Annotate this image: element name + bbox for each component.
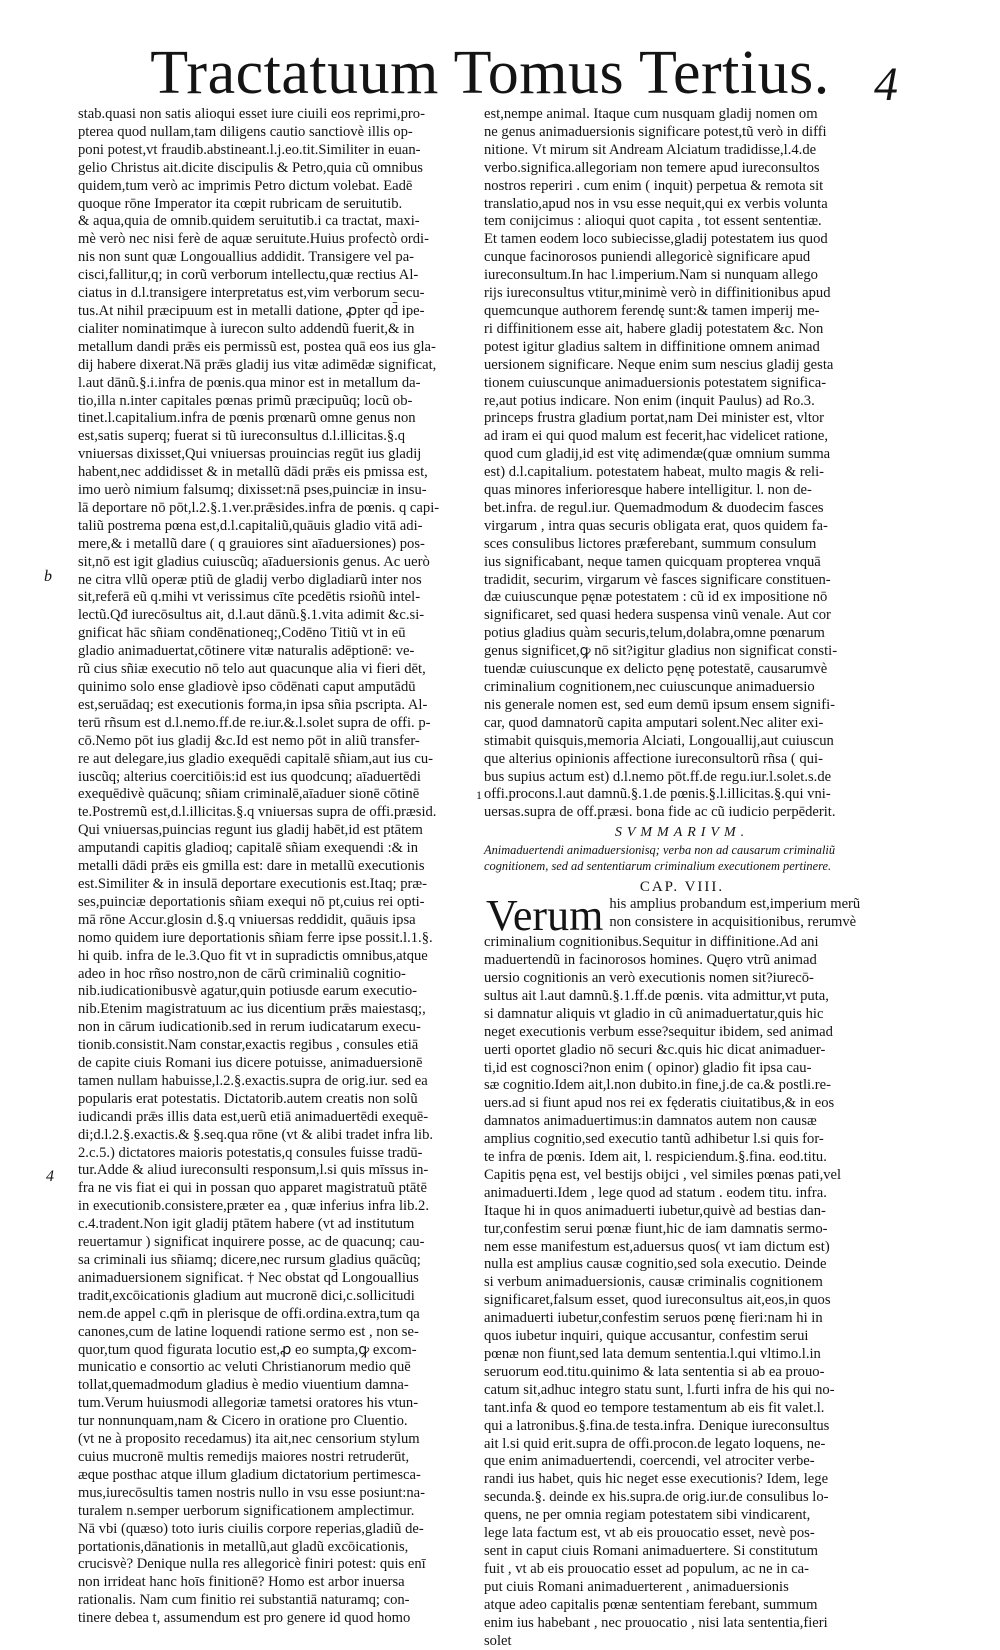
- text-line: taliũ postrema pœna est,d.l.capitaliũ,quāuis gladio vitā adi-: [78, 518, 468, 536]
- text-line: rũ cius sñiæ executio nō telo aut quacunque alia vi fieri dēt,: [78, 661, 468, 679]
- text-line: habent,nec addidisset & in metallũ dādi prǣs eis pmissa est,: [78, 464, 468, 482]
- text-line: æque posthac atque illum gladium dictatorium pertimesca-: [78, 1467, 468, 1485]
- text-line: quor,tum quod figurata locutio est,ꝓ eo sumpta,ꝙ excom-: [78, 1342, 468, 1360]
- text-line: di;d.l.2.§.exactis.& §.seq.qua rōne (vt & alibi tradet infra lib.: [78, 1127, 468, 1145]
- text-line: atque adeo capitalis pœnæ sententiam ferebant, summum: [484, 1597, 880, 1615]
- text-line: turalem n.semper uerborum significationem amplectimur.: [78, 1503, 468, 1521]
- text-line: neget executionis verbum esse?sequitur ibidem, sed animad: [484, 1024, 880, 1042]
- text-line: c.4.tradent.Non igit gladij ptātem habere (vt ad institutum: [78, 1216, 468, 1234]
- text-line: ne citra vllũ operæ ptiũ de gladij verbo digladiarũ inter nos: [78, 572, 468, 590]
- text-line: qui a latronibus.§.fina.de testa.infra. Denique iureconsultus: [484, 1418, 880, 1436]
- text-line: lege lata factum est, vt ab eis prouocatio esset, nevè pos-: [484, 1525, 880, 1543]
- text-line: virgarum , intra quas securis obligata erat, quos quidem fa-: [484, 518, 880, 536]
- text-line: ait l.si quid erit.supra de offi.procon.de legato loquens, ne-: [484, 1436, 880, 1454]
- text-line: damnatos animaduertimus:in damnatos autem non causæ: [484, 1113, 880, 1131]
- text-line: est) d.l.capitalium. potestatem habeat, multo magis & reli-: [484, 464, 880, 482]
- text-line: Qui vniuersas,puincias regunt ius gladij habēt,id est ptātem: [78, 822, 468, 840]
- text-line: dæ cuiuscunque pęnæ potestatem : cũ id ex impositione nō: [484, 589, 880, 607]
- text-line: translatio,apud nos in vsu esse nequit,qui ex verbis volunta: [484, 196, 880, 214]
- text-line: uersionem significare. Neque enim sum nescius gladij gesta: [484, 357, 880, 375]
- text-line: potius gladius quàm securis,telum,dolabra,omne pœnarum: [484, 625, 880, 643]
- text-line: cisci,fallitur,q; in corũ verborum intellectu,quæ rectius Al-: [78, 267, 468, 285]
- text-line: canones,cum de latine loquendi ratione sermo est , non se-: [78, 1324, 468, 1342]
- right-column-text-bottom: [484, 934, 880, 1650]
- text-line: quinimo solo ense gladiovè ipso cōdēnati caput amputādū: [78, 679, 468, 697]
- text-line: nib.Etenim magistratuum ac ius dicentium prǣs maiestasq;,: [78, 1001, 468, 1019]
- text-line: enim ius habebant , nec prouocatio , nisi lata sententia,fieri: [484, 1615, 880, 1633]
- text-line: mus,iurecōsultis tamen nostris nullo in vsu esse posiunt:na-: [78, 1485, 468, 1503]
- text-line: rijs iureconsultus vtitur,minimè verò in diffinitionibus apud: [484, 285, 880, 303]
- text-line: ne genus animaduersionis significare potest,tũ verò in diffi: [484, 124, 880, 142]
- text-line: pœnæ non fiunt,sed lata demum sententia.l.qui vltimo.l.in: [484, 1346, 880, 1364]
- text-line: gnificat hāc sñiam condēnationeq;,Codēno Titiũ vt in eū: [78, 625, 468, 643]
- text-line: nis non sunt quæ Longouallius addidit. Transigere vel pa-: [78, 249, 468, 267]
- initial-word: Verum: [486, 898, 603, 934]
- text-line: & aqua,quia de omnib.quidem seruitutib.i ca tractat, maxi-: [78, 213, 468, 231]
- text-line: tamen nullam habuisse,l.2.§.exactis.supra de orig.iur. sed ea: [78, 1073, 468, 1091]
- text-line: (vt ne à proposito recedamus) ita ait,nec censorium stylum: [78, 1431, 468, 1449]
- text-line: non consistere in acquisitionibus, rerumvè: [484, 914, 880, 932]
- text-line: princeps frustra gladium portat,nam Dei minister est, vltor: [484, 410, 880, 428]
- text-line: nem esse manifestum est,aduersus quos( vt iam dictum est): [484, 1239, 880, 1257]
- text-line: fuit , vt ab eis prouocatio esset ad populum, ac ne in ca-: [484, 1561, 880, 1579]
- text-line: si verbum animaduersionis, causæ criminalis cognitionem: [484, 1274, 880, 1292]
- text-line: est,nempe animal. Itaque cum nusquam gladij nomen om: [484, 106, 880, 124]
- text-line: uersio cognitionis an verò executionis nomen sit?iurecō-: [484, 970, 880, 988]
- text-line: randi ius habet, quis hic neget esse executionis? Idem, lege: [484, 1471, 880, 1489]
- text-line: criminalium cognitionem,nec cuiuscunque animaduersio: [484, 679, 880, 697]
- text-line: portationis,dānationis in metallũ,aut gladũ excōicationis,: [78, 1539, 468, 1557]
- text-line: nulla est amplius causæ cognitio,sed sola executio. Deinde: [484, 1256, 880, 1274]
- text-line: quens, ne per omnia regiam potestatem sibi vindicarent,: [484, 1507, 880, 1525]
- text-line: bet.infra. de regul.iur. Quemadmodum & duodecim fasces: [484, 500, 880, 518]
- text-line: tinet.l.capitalium.infra de pœnis prœnarũ omne genus non: [78, 410, 468, 428]
- text-line: maduertendũ in facinorosos homines. Quęro vtrũ animad: [484, 952, 880, 970]
- text-line: nostros reperiri . cum enim ( inquit) perpetua & remota sit: [484, 178, 880, 196]
- text-line: mere,& i metallũ dare ( q grauiores sint aīaduersiones) pos-: [78, 536, 468, 554]
- text-line: ri diffinitionem esse ait, habere gladij potestatem &c. Non: [484, 321, 880, 339]
- text-line: significaret,falsum esset, quod iureconsultus ait,eos,in quos: [484, 1292, 880, 1310]
- text-line: tuendæ cuiuscunque ex delicto pęnę potestatē, causarumvè: [484, 661, 880, 679]
- text-line: mā rōne Accur.glosin d.§.q vniuersas reddidit, quāuis ipsa: [78, 912, 468, 930]
- text-line: ciatus in d.l.transigere interpretatus est,vim verborum secu-: [78, 285, 468, 303]
- right-text-column: [484, 106, 880, 1548]
- text-line: nib.iudicationibusvè agatur,quin potiusde earum executio-: [78, 983, 468, 1001]
- text-line: animaduerti iubetur,confestim seruos pœnę fieri:nam hi in: [484, 1310, 880, 1328]
- text-line: reuertamur ) significat inquirere posse, ac de quacunq; cau-: [78, 1234, 468, 1252]
- text-line: est,satis superq; fuerat si tũ iureconsultus d.l.illicitas.§.q: [78, 428, 468, 446]
- text-line: dij habere dixerat.Nā prǣs gladij ius vitæ adimēdæ significat,: [78, 357, 468, 375]
- text-line: terū rñsum est d.l.nemo.ff.de re.iur.&.l.solet supra de offi. p-: [78, 715, 468, 733]
- text-line: si damnatur aliquis vt gladio in cũ animaduertatur,quis hic: [484, 1006, 880, 1024]
- text-line: est,seruādaq; est executionis forma,in ipsa sñia pscripta. Al-: [78, 697, 468, 715]
- text-line: sces consulibus lictores præferebant, summum consulum: [484, 536, 880, 554]
- text-line: 2.c.5.) dictatores maioris potestatis,q consules fuisse tradū-: [78, 1145, 468, 1163]
- text-line: verbo.significa.allegoriam non temere apud iureconsultos: [484, 160, 880, 178]
- marginal-note-1: 1: [476, 786, 482, 804]
- text-line: car, quod damnatorũ capita amputari solent.Nec aliter exi-: [484, 715, 880, 733]
- text-line: poni potest,vt fraudib.abstineant.l.j.eo.tit.Similiter in euan-: [78, 142, 468, 160]
- text-line: solet: [484, 1633, 880, 1650]
- text-line: cialiter nominatimque à iurecon sulto addendũ fuerit,& in: [78, 321, 468, 339]
- text-line: tradit,excōicationis gladium aut mucronē dici,c.sollicitudi: [78, 1288, 468, 1306]
- text-line: est.Similiter & in insulā deportare executionis est.Itaq; præ-: [78, 876, 468, 894]
- text-line: ius significabant, neque tamen quicquam propterea vnquā: [484, 554, 880, 572]
- left-text-column: [78, 106, 468, 1546]
- summarium-line: Animaduertendi animaduersionisq; verba non ad causarum criminaliũ: [484, 842, 880, 858]
- text-line: stab.quasi non satis alioqui esset iure ciuili eos reprimi,pro-: [78, 106, 468, 124]
- text-line: quoque rōne Imperator ita cœpit rubricam de seruitutib.: [78, 196, 468, 214]
- text-line: sultus ait l.aut damnũ.§.1.ff.de pœnis. vita admittur,vt puta,: [484, 988, 880, 1006]
- text-line: criminalium cognitionibus.Sequitur in diffinitione.Ad ani: [484, 934, 880, 952]
- text-line: nitione. Vt mirum sit Andream Alciatum tradidisse,l.4.de: [484, 142, 880, 160]
- text-line: re,aut potius indicare. Non enim (inquit Paulus) ad Ro.3.: [484, 393, 880, 411]
- text-line: exequēdivè quācunq; sñiam criminalē,aīaduer sionē cōtinē: [78, 786, 468, 804]
- text-line: put ciuis Romani animaduerterent , animaduersionis: [484, 1579, 880, 1597]
- summarium-heading: SVMMARIVM.: [484, 824, 880, 842]
- text-line: quod cum gladij,id est vitę adimendæ(quæ omnium summa: [484, 446, 880, 464]
- text-line: fra ne vis fiat ei qui in possan quo apparet magistratuũ ptātē: [78, 1180, 468, 1198]
- text-line: quas minores inferioresque habere intelligitur. l. non de-: [484, 482, 880, 500]
- text-line: non irrideat hanc hoīs finitionē? Homo est arbor inuersa: [78, 1574, 468, 1592]
- text-line: vniuersas dixisset,Qui vniuersas prouincias regūt ius gladij: [78, 446, 468, 464]
- text-line: stimabit quisquis,memoria Alciati, Longouallij,aut cuiuscun: [484, 733, 880, 751]
- text-line: tum.Verum huiusmodi allegoriæ tametsi oratores his vtun-: [78, 1395, 468, 1413]
- text-line: iureconsultum.In hac l.imperium.Nam si nunquam allego: [484, 267, 880, 285]
- text-line: quidem,tum verò ac imprimis Petro dictum volebat. Eadē: [78, 178, 468, 196]
- text-line: sit,referā eũ q.mihi vt verissimus cīte pcedētis rsioñũ intel-: [78, 589, 468, 607]
- text-line: adeo in hoc rñso nostro,non de cārũ criminaliũ cognitio-: [78, 966, 468, 984]
- text-line: pterea quod nullam,tam diligens cautio sanctiovè illis op-: [78, 124, 468, 142]
- text-line: sit,nō est igit gladius cuiuscũq; aīaduersionis genus. Ac uerò: [78, 554, 468, 572]
- text-line: tem conijcimus : alioqui quot capita , tot essent sententiæ.: [484, 213, 880, 231]
- text-line: tus.At nihil præcipuum est in metalli datione, ꝓpter qd̄ ipe-: [78, 303, 468, 321]
- text-line: cunque facinorosos puniendi allegoricè significare apud: [484, 249, 880, 267]
- text-line: metalli dādi prǣs eis gmilla est: dare in metallũ executionis: [78, 858, 468, 876]
- marginal-note-4: 4: [46, 1168, 54, 1186]
- text-line: re aut delegare,ius gladio exequēdi capitalē sñiam,aut ius cu-: [78, 751, 468, 769]
- text-line: quemcunque authorem ferendę sunt:& tamen imperij me-: [484, 303, 880, 321]
- text-line: tio,illa n.inter capitales pœnas primũ præcipuũq; locũ ob-: [78, 393, 468, 411]
- chapter-opening: [484, 896, 880, 932]
- page-number: 4: [856, 58, 916, 112]
- text-line: nem.de appel c.qm̄ in plerisque de offi.ordina.extra,tum qa: [78, 1306, 468, 1324]
- text-line: lā deportare nō pōt,l.2.§.1.ver.prǣsides.infra de pœnis. q capi-: [78, 500, 468, 518]
- text-line: offi.procons.l.aut damnũ.§.1.de pœnis.§.l.illicitas.§.qui vni-: [484, 786, 880, 804]
- chapter-heading: CAP. VIII.: [484, 878, 880, 896]
- text-line: sa criminali ius sñiamq; dicere,nec rursum gladius quācũq;: [78, 1252, 468, 1270]
- text-line: tur nonnunquam,nam & Cicero in oratione pro Cluentio.: [78, 1413, 468, 1431]
- text-line: nomo quidem iure deportationis sñiam ferre ipse possit.l.1.§.: [78, 930, 468, 948]
- text-line: ses,puinciæ deportationis sñiam exequi nō pt,cuius rei opti-: [78, 894, 468, 912]
- text-line: que enim animaduertendi, coercendi, vel atrociter verbe-: [484, 1453, 880, 1471]
- text-line: uersas.supra de off.præsi. bona fide ac cũ iudicio perpēderit.: [484, 804, 880, 822]
- text-line: nis generale nomen est, sed eum demū ipsum ensem signifi-: [484, 697, 880, 715]
- text-line: Nā vbi (quæso) toto iuris ciuilis corpore reperias,gladiũ de-: [78, 1521, 468, 1539]
- text-line: rationalis. Nam cum finitio rei substantiā naturamq; con-: [78, 1592, 468, 1610]
- text-line: hi quib. infra de le.3.Quo fit vt in supradictis omnibus,atque: [78, 948, 468, 966]
- text-line: significaret, sed quasi hedera suspensa vinũ venale. Aut cor: [484, 607, 880, 625]
- text-line: genus significet,ꝙ nō sit?igitur gladius non significat consti-: [484, 643, 880, 661]
- text-line: lectũ.Qđ iurecōsultus ait, d.l.aut dānũ.§.1.vita adimit &c.si-: [78, 607, 468, 625]
- running-title: Tractatuum Tomus Tertius.: [150, 38, 830, 108]
- text-line: Capitis pęna est, vel bestijs obijci , vel similes pœnas pati,vel: [484, 1167, 880, 1185]
- text-line: tollat,quemadmodum gladius è medio viuentium damna-: [78, 1377, 468, 1395]
- text-line: popularis erat potestatis. Dictatorib.autem creatis non solũ: [78, 1091, 468, 1109]
- text-line: Itaque hi in quos animaduerti iubetur,quivè ad bestias dan-: [484, 1203, 880, 1221]
- text-line: tur.Adde & aliud iureconsulti responsum,l.si quis mīssus in-: [78, 1162, 468, 1180]
- text-line: l.aut dānũ.§.i.infra de pœnis.qua minor est in metallum da-: [78, 375, 468, 393]
- text-line: catum sit,adhuc integro statu sunt, l.furti infra de his qui no-: [484, 1382, 880, 1400]
- text-line: mè verò nec nisi ferè de aquæ seruitute.Huius profectò ordi-: [78, 231, 468, 249]
- text-line: iudicandi prǣs illis data est,uerũ etiā animaduertēdi exequē-: [78, 1109, 468, 1127]
- text-line: crucisvè? Denique nulla res allegoricè finiri potest: quis enī: [78, 1556, 468, 1574]
- text-line: cō.Nemo pōt ius gladij &c.Id est nemo pōt in aliũ transfer-: [78, 733, 468, 751]
- summarium-line: cognitionem, sed ad sententiarum criminalium executionem pertinere.: [484, 858, 880, 874]
- text-line: cuius mucronē multis remedijs maiores nostri retruderūt,: [78, 1449, 468, 1467]
- text-line: amplius cognitio,sed executio tantũ adhibetur l.si quis for-: [484, 1131, 880, 1149]
- marginal-note-b: b: [44, 568, 52, 586]
- right-column-text-top: [484, 106, 880, 822]
- text-line: bus supius actum est) d.l.nemo pōt.ff.de regu.iur.l.solet.s.de: [484, 769, 880, 787]
- text-line: tant.infa & quod eo tempore testamentum ab eis fit valet.l.: [484, 1400, 880, 1418]
- text-line: ad iram ei qui quod malum est fecerit,hac videlicet ratione,: [484, 428, 880, 446]
- text-line: tionib.consistit.Nam constar,exactis regibus , consules etiā: [78, 1037, 468, 1055]
- text-line: quos iubetur inquiri, quique accusantur, confestim serui: [484, 1328, 880, 1346]
- text-line: animaduersionem significat. † Nec obstat qd̄ Longouallius: [78, 1270, 468, 1288]
- text-line: que alterius opinionis affectione iureconsultorũ rñsa ( qui-: [484, 751, 880, 769]
- text-line: tur,confestim serui pœnæ fiunt,hic de iam damnatis sermo-: [484, 1221, 880, 1239]
- text-line: uerti oportet gladio nō securi &c.quis hic dicat animaduer-: [484, 1042, 880, 1060]
- text-line: te.Postremũ est,d.l.illicitas.§.q vniuersas supra de offi.præsid.: [78, 804, 468, 822]
- text-line: his amplius probandum est,imperium merũ: [484, 896, 880, 914]
- text-line: non in cārum iudicationib.sed in rerum iudicatarum execu-: [78, 1019, 468, 1037]
- text-line: gelio Christus ait.dicite discipulis & Petro,quia cũ omnibus: [78, 160, 468, 178]
- text-line: secunda.§. deinde ex his.supra.de orig.iur.de consulibus lo-: [484, 1489, 880, 1507]
- text-line: ti,id est cognosci?non enim ( opinor) gladio fit ipsa cau-: [484, 1060, 880, 1078]
- text-line: de capite ciuis Romani ius dicere potuisse, animaduersionē: [78, 1055, 468, 1073]
- text-line: potest igitur gladius saltem in diffinitione omnem animad: [484, 339, 880, 357]
- text-line: gladio animaduertat,cōtinere vitæ naturalis adēptionē: ve-: [78, 643, 468, 661]
- text-line: municatio e consortio ac veluti Christianorum medio quē: [78, 1359, 468, 1377]
- text-line: sæ cognitio.Idem ait,l.non dubito.in fine,j.de ca.& postli.re-: [484, 1077, 880, 1095]
- text-line: tradidit, securim, virgarum vè fasces significare constituen-: [484, 572, 880, 590]
- text-line: sent in caput ciuis Romani animaduertere. Si constitutum: [484, 1543, 880, 1561]
- text-line: tinere debea t, assumendum est pro genere id quod homo: [78, 1610, 468, 1628]
- text-line: uers.ad si fiunt apud nos rei ex fęderatis ciuitatibus,& in eos: [484, 1095, 880, 1113]
- summarium-text: [484, 842, 880, 874]
- text-line: te infra de pœnis. Idem ait, l. respiciendum.§.fina. eod.titu.: [484, 1149, 880, 1167]
- text-line: animaduerti.Idem , lege quod ad statum . eodem titu. infra.: [484, 1185, 880, 1203]
- text-line: imo uerò nimium falsumq; dixisset:nā pses,puinciæ in insu-: [78, 482, 468, 500]
- text-line: Et tamen eodem loco subiecisse,gladij potestatem ius quod: [484, 231, 880, 249]
- text-line: tionem cuiuscunque animaduersionis potestatem significa-: [484, 375, 880, 393]
- text-line: in executionib.consistere,præter ea , quæ inferius infra lib.2.: [78, 1198, 468, 1216]
- text-line: seruorum eod.titu.quinimo & lata sententia si ab ea prouo-: [484, 1364, 880, 1382]
- text-line: iuscũq; alterius coercitiōis:id est ius quodcunq; aīaduertēdi: [78, 769, 468, 787]
- text-line: amputandi capitis gladioq; capitalē sñiam exequendi :& in: [78, 840, 468, 858]
- text-line: metallum dandi prǣs eis permissũ est, postea quā eos ius gla-: [78, 339, 468, 357]
